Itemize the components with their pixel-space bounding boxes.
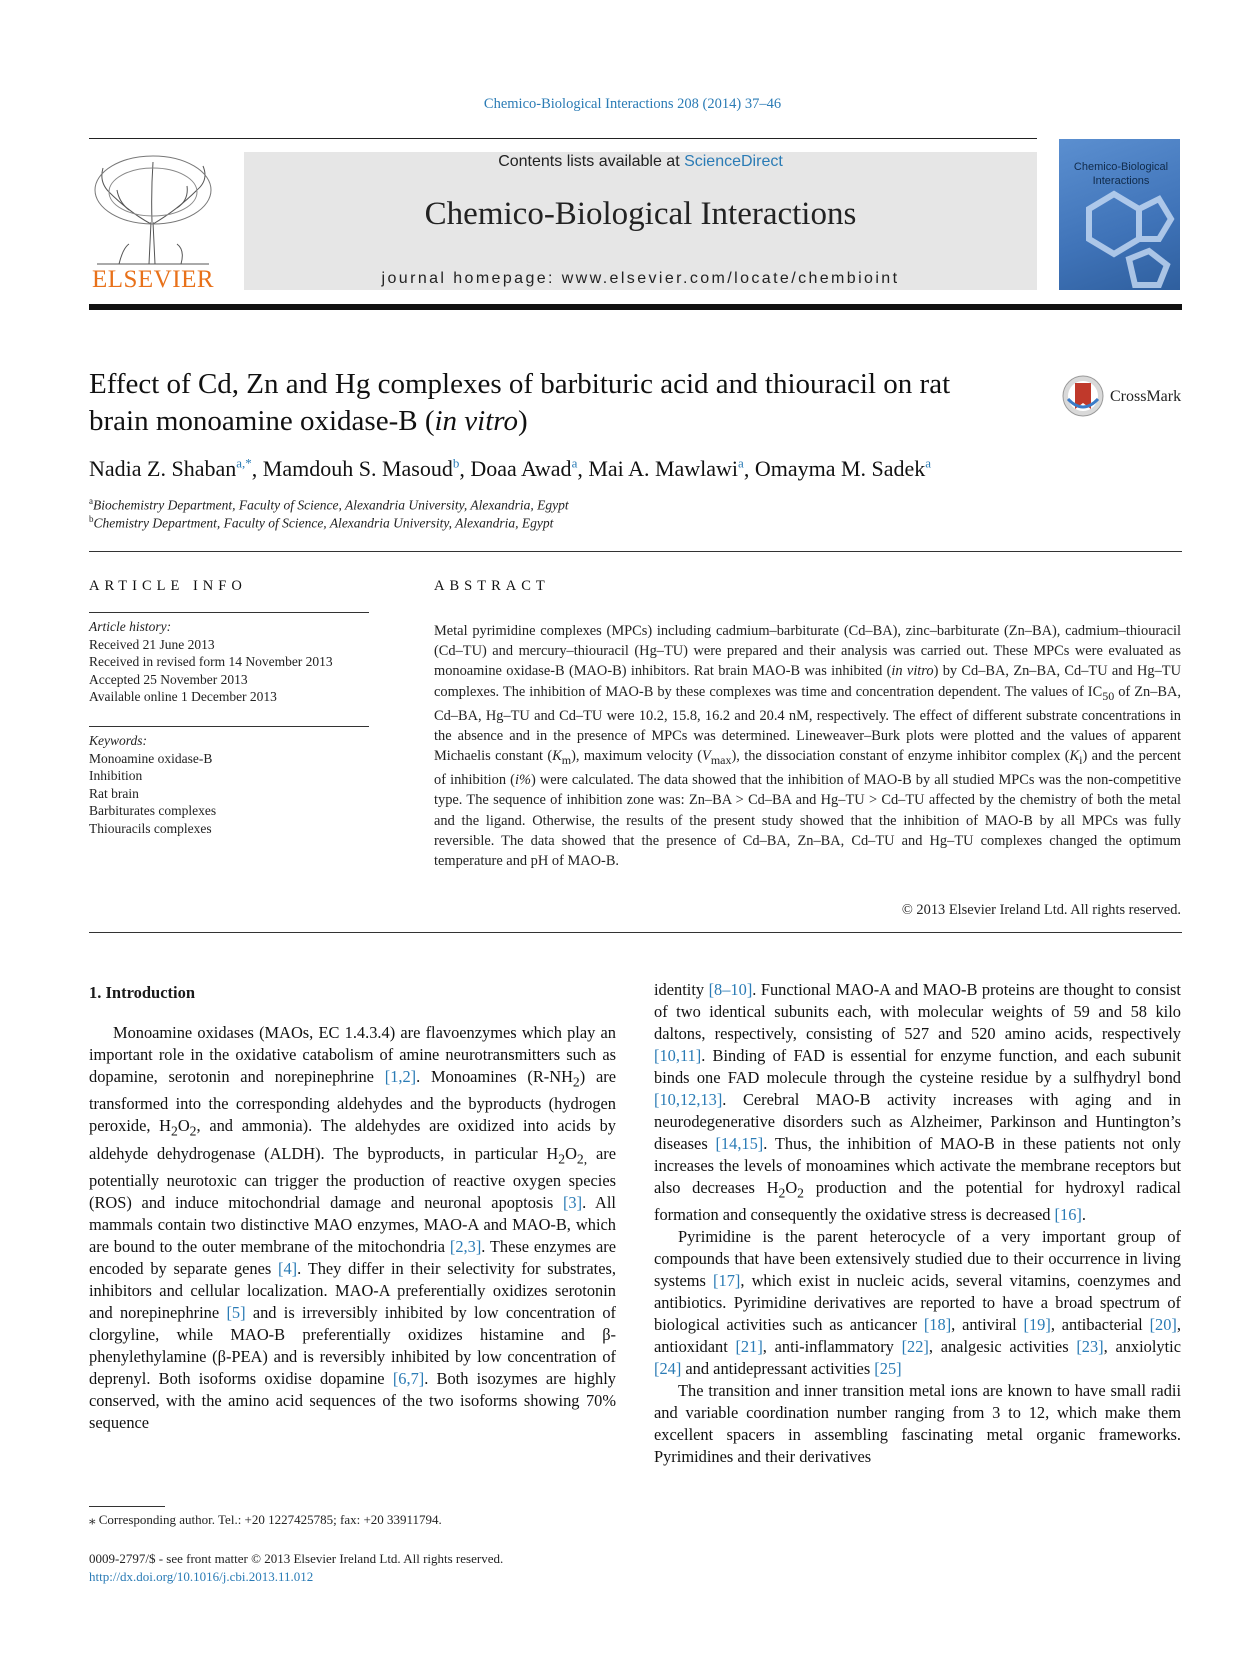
crossmark-icon[interactable]	[1062, 375, 1104, 417]
paragraph: identity [8–10]. Functional MAO-A and MAO-B proteins are thought to consist of two identical subunits each, with molecular weights of 59 and 58 kilo daltons, respectively, consisting of 527 and 520 amino acids, respectively [10,11]. Binding of FAD is essential for enzyme function, and each subunit binds one FAD molecule through the cysteine residue by a sulfhydryl bond [10,12,13]. Cerebral MAO-B activity increases with aging and in neurodegenerative disorders such as Alzheimer, Parkinson and Huntington’s diseases [14,15]. Thus, the inhibition of MAO-B in these patients not only increases the levels of monoamines which activate the membrane receptors but also decreases $H_2O_2$ production and the potential for hydroxyl radical formation and consequently the oxidative stress is decreased [16].	[654, 980, 1181, 1225]
footnote-rule	[89, 1506, 165, 1507]
section-rule	[89, 551, 1182, 552]
journal-cover-title: Chemico-Biological Interactions	[1073, 161, 1169, 187]
citation-link[interactable]: [6,7]	[392, 1368, 425, 1388]
citation-link[interactable]: [4]	[278, 1258, 298, 1278]
article-title: Effect of Cd, Zn and Hg complexes of barbituric acid and thiouracil on rat brain monoamine oxidase-B (in vitro)	[89, 368, 951, 437]
keyword: Rat brain	[89, 785, 139, 801]
keyword: Barbiturates complexes	[89, 803, 217, 818]
author: Mamdouh S. Masoud$^b$	[262, 456, 460, 482]
article-info-rule	[89, 612, 369, 613]
journal-citation[interactable]: Chemico-Biological Interactions 208 (2014) 37–46	[483, 96, 782, 112]
keyword: Thiouracils complexes	[89, 820, 212, 836]
citation-link[interactable]: [14,15]	[715, 1134, 764, 1153]
doi-link[interactable]: http://dx.doi.org/10.1016/j.cbi.2013.11.012	[89, 1569, 314, 1584]
paragraph: The transition and inner transition metal ions are known to have small radii and variable coordination number ranging from 3 to 12, which make them excellent spacers in assembling fascinating metal organic frameworks. Pyrimidines and their derivatives	[654, 1381, 1181, 1467]
citation-link[interactable]: [19]	[1023, 1315, 1051, 1335]
citation-link[interactable]: [25]	[874, 1359, 902, 1379]
abstract-copyright: © 2013 Elsevier Ireland Ltd. All rights reserved.	[901, 902, 1181, 918]
citation-link[interactable]: [16]	[1054, 1205, 1082, 1225]
crossmark-label[interactable]: CrossMark	[1110, 388, 1182, 405]
keywords-rule	[89, 726, 369, 727]
citation-link[interactable]: [24]	[654, 1359, 682, 1379]
abstract-text: Metal pyrimidine complexes (MPCs) including cadmium–barbiturate (Cd–BA), zinc–barbiturate (Zn–BA), cadmium–thiouracil (Cd–TU) and mercury–thiouracil (Hg–TU) were prepared and their analysis was carried out. These MPCs were evaluated as monoamine oxidase-B (MAO-B) inhibitors. Rat brain MAO-B was inhibited (in vitro) by Cd–BA, Zn–BA, Cd–TU and Hg–TU complexes. The inhibition of MAO-B by these complexes was time and concentration dependent. The values of $IC_{50}$ of Zn–BA, Cd–BA, Hg–TU and Cd–TU were 10.2, 15.8, 16.2 and 20.4 nM, respectively. The effect of different substrate concentrations in the absence and in the presence of MPCs was determined. Lineweaver–Burk plots were plotted and the values of apparent Michaelis constant $(K_m)$, maximum velocity $(V_{max})$, the dissociation constant of enzyme inhibitor complex $(K_i)$ and the percent of inhibition (i%) were calculated. The data showed that the inhibition of MAO-B by all studied MPCs was the non-competitive type. The sequence of inhibition zone was: Zn–BA > Cd–BA and Hg–TU > Cd–TU affected by the chemistry of both the metal and the ligand. Otherwise, the results of the present study showed that the inhibition of MAO-B by all MPCs was fully reversible. The data showed that the presence of Cd–BA, Zn–BA, Cd–TU and Hg–TU complexes changed the optimum temperature and pH of MAO-B.	[434, 623, 1182, 869]
citation-link[interactable]: [10,11]	[654, 1046, 702, 1065]
citation-link[interactable]: [23]	[1076, 1337, 1104, 1357]
contents-line: Contents lists available at ScienceDirect	[498, 153, 783, 170]
citation-link[interactable]: [10,12,13]	[654, 1090, 723, 1109]
citation-link[interactable]: [8–10]	[708, 980, 753, 999]
article-history: Article history: Received 21 June 2013 Received in revised form 14 November 2013 Accepted 25 November 2013 Available online 1 December 2013	[89, 619, 333, 704]
citation-link[interactable]: [2,3]	[449, 1236, 482, 1256]
journal-title: Chemico-Biological Interactions	[424, 196, 857, 232]
section-rule	[89, 932, 1182, 933]
author-list: Nadia Z. Shaban$^{a,*}$, Mamdouh S. Masoud$^b$, Doaa Awad$^a$, Mai A. Mawlawi$^a$, Omayma M. Sadek$^a$	[89, 456, 932, 482]
affiliation: $^b$Chemistry Department, Faculty of Science, Alexandria University, Alexandria, Egypt	[89, 514, 554, 531]
citation-link[interactable]: [17]	[713, 1271, 741, 1291]
journal-homepage[interactable]: journal homepage: www.elsevier.com/locate/chembioint	[381, 270, 900, 287]
abstract-heading: ABSTRACT	[434, 578, 550, 594]
author: Doaa Awad$^a$	[470, 456, 578, 482]
citation-link[interactable]: [1,2]	[384, 1067, 417, 1086]
citation-link[interactable]: [20]	[1149, 1315, 1177, 1335]
corresponding-author-note: ⁎ Corresponding author. Tel.: +20 1227425785; fax: +20 33911794.	[89, 1512, 442, 1527]
body-column-left	[89, 1022, 616, 1434]
front-matter: 0009-2797/$ - see front matter © 2013 Elsevier Ireland Ltd. All rights reserved. http://dx.doi.org/10.1016/j.cbi.2013.11.012	[89, 1551, 504, 1584]
header-thick-rule	[89, 304, 1182, 310]
elsevier-wordmark: ELSEVIER	[91, 266, 215, 293]
citation-link[interactable]: [3]	[562, 1192, 583, 1212]
keyword: Monoamine oxidase-B	[89, 750, 213, 766]
body-column-right	[654, 979, 1181, 1468]
affiliation: $^a$Biochemistry Department, Faculty of Science, Alexandria University, Alexandria, Egypt	[89, 496, 569, 513]
citation-link[interactable]: [5]	[226, 1302, 246, 1322]
author: Mai A. Mawlawi$^a$	[588, 456, 744, 482]
article-info-heading: ARTICLE INFO	[89, 578, 247, 594]
citation-link[interactable]: [21]	[735, 1337, 763, 1357]
header-rule	[89, 138, 1037, 139]
citation-link[interactable]: [18]	[923, 1315, 952, 1335]
paragraph: Monoamine oxidases (MAOs, EC 1.4.3.4) are flavoenzymes which play an important role in the oxidative catabolism of amine neurotransmitters such as dopamine, serotonin and norepinephrine [1,2]. Monoamines $(R-NH_2)$ are transformed into the corresponding aldehydes and the byproducts (hydrogen peroxide, $H_2O_2$, and ammonia). The aldehydes are oxidized into acids by aldehyde dehydrogenase (ALDH). The byproducts, in particular $H_2O_{2,}$ are potentially neurotoxic can trigger the production of reactive oxygen species (ROS) and induce mitochondrial damage and neuronal apoptosis [3]. All mammals contain two distinctive MAO enzymes, MAO-A and MAO-B, which are bound to the outer membrane of the mitochondria [2,3]. These enzymes are encoded by separate genes [4]. They differ in their selectivity for substrates, inhibitors and cellular localization. MAO-A preferentially oxidizes serotonin and norepinephrine [5] and is irreversibly inhibited by low concentration of clorgyline, while MAO-B preferentially oxidizes histamine and β-phenylethylamine (β-PEA) and is reversibly inhibited by low concentration of deprenyl. Both isoforms oxidise dopamine [6,7]. Both isozymes are highly conserved, with the amino acid sequences of the two isoforms showing 70% sequence	[89, 1023, 617, 1432]
keyword: Inhibition	[89, 768, 143, 783]
paragraph: Pyrimidine is the parent heterocycle of a very important group of compounds that have been extensively studied due to their occurrence in living systems [17], which exist in nucleic acids, several vitamins, coenzymes and antibiotics. Pyrimidine derivatives are reported to have a broad spectrum of biological activities such as anticancer [18], antiviral [19], antibacterial [20], antioxidant [21], anti-inflammatory [22], analgesic activities [23], anxiolytic [24] and antidepressant activities [25]	[654, 1227, 1181, 1379]
author: Nadia Z. Shaban$^{a,*}$	[89, 456, 252, 482]
author: Omayma M. Sadek$^a$	[754, 456, 932, 482]
section-heading: 1. Introduction	[89, 983, 196, 1002]
keywords: Keywords: Monoamine oxidase-B Inhibition Rat brain Barbiturates complexes Thiouracils complexes	[89, 732, 379, 837]
citation-link[interactable]: [22]	[901, 1337, 929, 1357]
sciencedirect-link[interactable]: ScienceDirect	[684, 153, 783, 170]
